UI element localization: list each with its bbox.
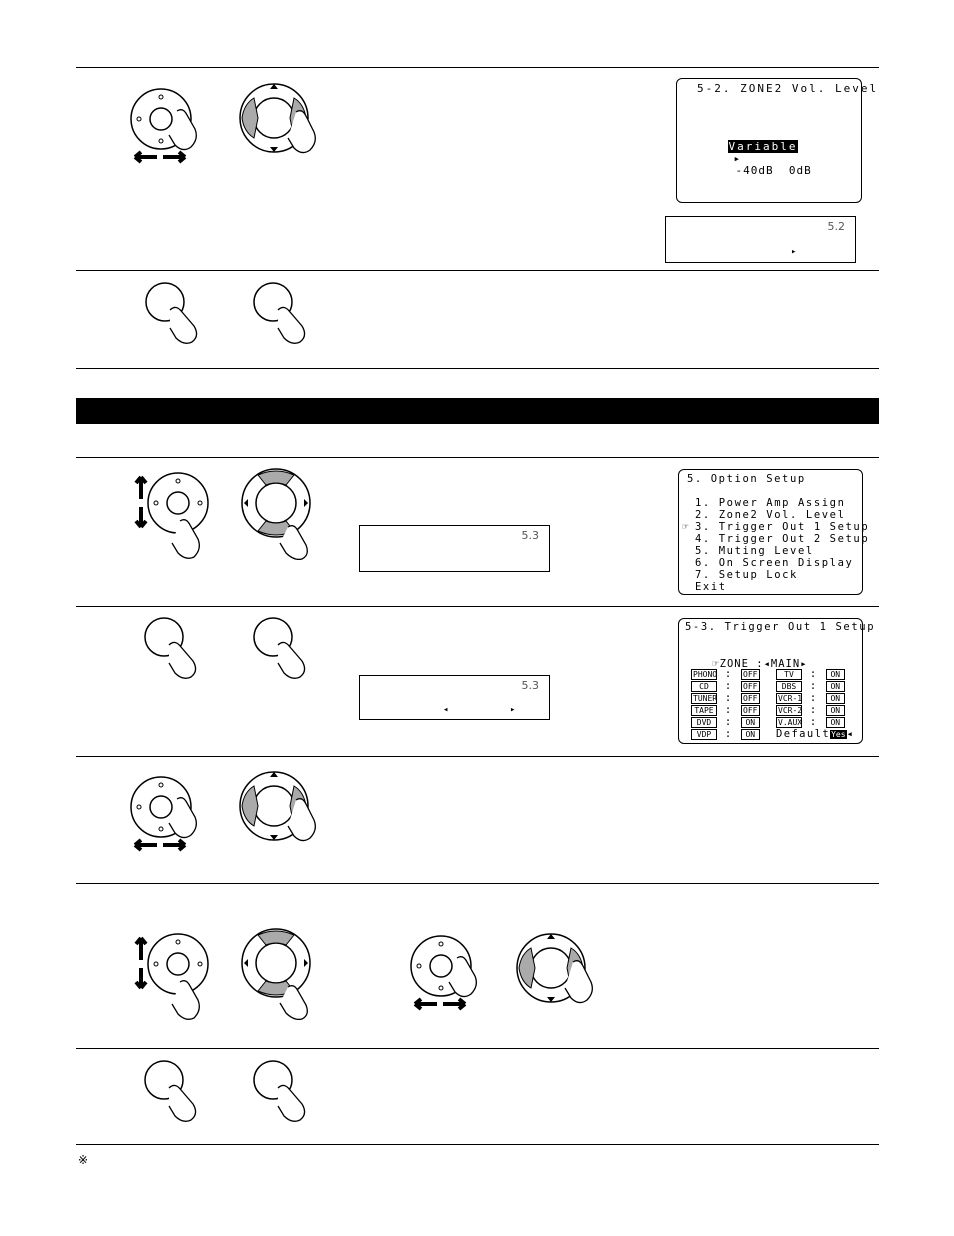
left-arrow-icon: ◂ xyxy=(763,658,771,670)
variable-option: Variable xyxy=(728,140,798,153)
enter-button-icon xyxy=(252,1060,327,1122)
colon: : xyxy=(724,704,733,716)
source-label: TV xyxy=(776,669,802,680)
fl-display xyxy=(665,216,856,263)
divider xyxy=(76,67,879,68)
jog-dial-up-down-icon xyxy=(130,467,225,562)
trigger-row xyxy=(691,668,760,680)
trigger-value: ON xyxy=(741,729,760,740)
hand-cursor-icon: ☞ xyxy=(682,521,689,533)
colon: : xyxy=(809,680,818,692)
source-label: DBS xyxy=(776,681,802,692)
osd-trigger-out-setup xyxy=(678,618,876,744)
hand-cursor-icon: ☞ xyxy=(712,658,720,670)
fl-display-number: 5.2 xyxy=(827,220,845,233)
cursor-pad-left-right-icon xyxy=(238,80,333,160)
trigger-row xyxy=(776,692,845,704)
colon: : xyxy=(809,668,818,680)
cursor-pad-left-right-icon xyxy=(515,930,610,1010)
trigger-value: ON xyxy=(826,693,845,704)
trigger-row xyxy=(691,704,760,716)
colon: : xyxy=(724,692,733,704)
menu-item: 4. Trigger Out 2 Setup xyxy=(695,533,870,545)
zone-label: ZONE : xyxy=(719,658,764,670)
menu-item: 2. Zone2 Vol. Level xyxy=(695,509,846,521)
left-arrow-icon: ◂ xyxy=(443,705,449,715)
trigger-row xyxy=(691,716,760,728)
osd-title: 5-3. Trigger Out 1 Setup xyxy=(685,621,876,633)
default-label: Default xyxy=(776,728,831,740)
trigger-row xyxy=(691,692,760,704)
footnote-mark: ※ xyxy=(78,1153,89,1167)
divider xyxy=(76,1048,879,1049)
jog-dial-left-right-icon xyxy=(125,85,220,165)
source-label: V.AUX xyxy=(778,718,803,727)
enter-button-icon xyxy=(252,282,327,344)
default-value: Yes xyxy=(831,730,846,739)
right-arrow-icon: ▸ xyxy=(510,705,516,715)
menu-item: 7. Setup Lock xyxy=(695,569,798,581)
trigger-row xyxy=(691,680,760,692)
left-arrow-icon: ◂ xyxy=(846,728,855,740)
trigger-value: ON xyxy=(826,669,845,680)
osd-selected-option xyxy=(693,129,812,189)
trigger-row xyxy=(691,728,760,740)
enter-button-icon xyxy=(144,617,219,679)
source-label: VCR-1 xyxy=(778,694,803,703)
colon: : xyxy=(724,680,733,692)
trigger-value: OFF xyxy=(741,669,760,680)
source-label: DVD xyxy=(691,717,717,728)
source-label: TAPE xyxy=(691,705,717,716)
colon: : xyxy=(809,716,818,728)
fl-display xyxy=(359,525,550,572)
colon: : xyxy=(809,704,818,716)
fl-display-number: 5.3 xyxy=(521,679,539,692)
osd-range-values: -40dB 0dB xyxy=(735,164,812,177)
right-arrow-icon: ▸ xyxy=(733,152,743,165)
menu-title: 5. Option Setup xyxy=(687,473,806,485)
trigger-value: ON xyxy=(826,705,845,716)
menu-item: 5. Muting Level xyxy=(695,545,814,557)
colon: : xyxy=(724,716,733,728)
divider xyxy=(76,270,879,271)
osd-zone2-vol-level xyxy=(676,78,879,203)
zone-value: MAIN xyxy=(770,658,801,670)
trigger-row xyxy=(776,668,845,680)
trigger-value: OFF xyxy=(741,705,760,716)
trigger-value: OFF xyxy=(741,693,760,704)
menu-item: 6. On Screen Display xyxy=(695,557,854,569)
default-row xyxy=(776,728,854,741)
trigger-value: OFF xyxy=(741,681,760,692)
divider xyxy=(76,606,879,607)
cursor-pad-up-down-icon xyxy=(240,925,335,1020)
colon: : xyxy=(724,668,733,680)
osd-title: 5-2. ZONE2 Vol. Level xyxy=(697,82,879,95)
colon: : xyxy=(724,728,733,740)
divider xyxy=(76,883,879,884)
jog-dial-up-down-icon xyxy=(130,928,225,1023)
colon: : xyxy=(809,692,818,704)
source-label: CD xyxy=(691,681,717,692)
fl-display xyxy=(359,675,550,720)
divider xyxy=(76,1144,879,1145)
divider xyxy=(76,756,879,757)
trigger-value: ON xyxy=(741,717,760,728)
menu-item: 1. Power Amp Assign xyxy=(695,497,846,509)
fl-display-number: 5.3 xyxy=(521,529,539,542)
jog-dial-left-right-icon xyxy=(125,773,220,853)
source-label: VDP xyxy=(691,729,717,740)
enter-button-icon xyxy=(144,1060,219,1122)
cursor-pad-left-right-icon xyxy=(238,768,333,848)
enter-button-icon xyxy=(140,282,215,344)
divider xyxy=(76,457,879,458)
menu-item-selected: 3. Trigger Out 1 Setup xyxy=(695,521,870,533)
right-arrow-icon: ▸ xyxy=(800,658,808,670)
source-label: TUNER xyxy=(693,694,718,703)
source-label: VCR-2 xyxy=(778,706,803,715)
trigger-row xyxy=(776,716,845,728)
trigger-value: ON xyxy=(826,717,845,728)
divider xyxy=(76,368,879,369)
section-banner xyxy=(76,398,879,424)
osd-option-setup-menu xyxy=(678,469,870,595)
trigger-row xyxy=(776,680,845,692)
enter-button-icon xyxy=(252,617,327,679)
source-label: PHONO xyxy=(693,670,718,679)
cursor-pad-up-down-icon xyxy=(240,465,335,560)
trigger-row xyxy=(776,704,845,716)
menu-item: Exit xyxy=(695,581,727,593)
trigger-value: ON xyxy=(826,681,845,692)
jog-dial-left-right-icon xyxy=(405,932,500,1012)
right-arrow-icon: ▸ xyxy=(791,247,797,257)
